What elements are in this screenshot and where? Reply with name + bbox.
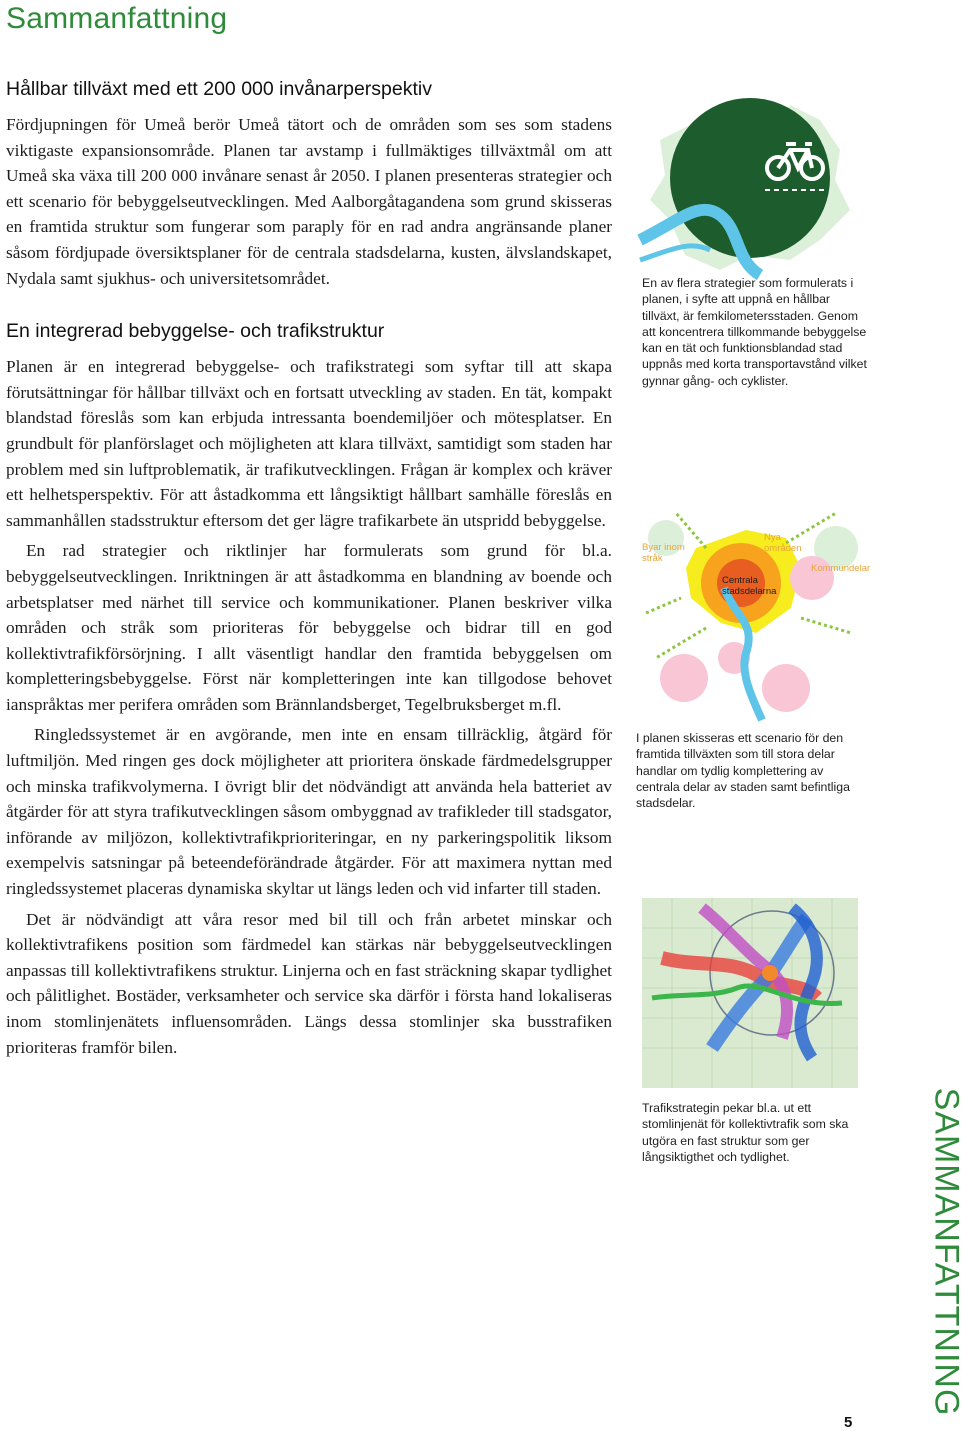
vertical-section-label-text: SAMMANFATTNING [927,1087,966,1417]
label-municipal-districts: Kommundelar [811,563,871,574]
figure-caption-five-km-city: En av flera strategier som formulerats i planen, i syfte att uppnå en hållbar tillväxt, är femkilometersstaden. Genom att koncentrera tillkommande bebyggelse kan en tät och funktionsblandad stad uppnås med korta transportavstånd vilket gynnar gång- och cyklister. [642,276,867,388]
intro-paragraph: Fördjupningen för Umeå berör Umeå tätort och de områden som ses som stadens viktigaste expansionsområde. Planen tar avstamp i fullmäktiges tillväxtmål om att Umeå ska växa till 200 000 invånare senast år 2050. I planen presenteras strategier och ett scenario för bebyggelseutvecklingen. Med Aalborgåtagandena som grund skisseras en framtida struktur som fungerar som paraply för en rad andra angränsande planer såsom fördjupade översiktsplaner för de centrala stadsdelarna, kusten, älvslandskapet, Nydala samt sjukhus- och universitetsområdet. [6,115,612,288]
city-center-marker [762,965,778,981]
page-number: 5 [844,1414,853,1431]
five-km-city-illustration [640,90,860,275]
growth-corridor-arrow [656,628,706,658]
label-new-areas: Nya områden [764,532,802,554]
district-circle [762,664,810,712]
growth-scenario-diagram [636,508,871,720]
figure-caption-growth-scenario: I planen skisseras ett scenario för den framtida tillväxten som till stora delar handlar om tydlig komplettering av centrala delar av staden samt befintliga stadsdelar. [636,731,850,811]
section-heading-integrated-structure: En integrerad bebyggelse- och trafikstruktur [6,320,385,343]
body-paragraph: Ringledssystemet är en avgörande, men inte en ensam tillräcklig, åtgärd för luftmiljön. Med ringen ges dock möjligheter att prioritera önskade färdmedelsgrupper och minska trafikvolymerna. I övrigt blir det nödvändigt att använda hela batteriet av åtgärder för att styra trafikutvecklingen såsom ombyggnad av trafikleder till stadsgator, införande av miljözon, kollektivtrafikprioriteringar, en ny parkeringspolitik liksom exempelvis satsningar på beteendeförändrade åtgärder. För att maximera nyttan med ringledssystemet placeras dynamiska skyltar ut längs leden och vid infarter till staden. [6,725,612,899]
body-paragraph: En rad strategier och riktlinjer har formulerats som grund för bl.a. bebyggelseutvecklingen. Inriktningen är att åstadkomma en blandning av boende och arbetsplatser med närhet till service och kommunikationer. Planen beskriver vilka områden och stråk som prioriteras för bebyggelse och bidrar till en god kollektivtrafikförsörjning. I allt väsentligt handlar den framtida bebyggelsen om kompletteringsbebyggelse. Först när kompletteringen inte kan tillgodose behovet ianspråktas mer perifera områden som Brännlandsberget, Tegelbruksberget m.fl. [6,541,612,714]
label-central-districts: Centrala stadsdelarna [722,575,777,597]
section-heading-sustainable-growth: Hållbar tillväxt med ett 200 000 invånarperspektiv [6,78,432,100]
growth-corridor-arrow [801,618,851,633]
transit-network-map [642,898,858,1088]
page-title: Sammanfattning [6,2,228,35]
body-paragraph: Planen är en integrerad bebyggelse- och trafikstrategi som syftar till att skapa förutsättningar för hållbar tillväxt och en fortsatt utveckling av staden. En tät, kompakt blandstad föreslås som kan erbjuda intressanta boendemiljöer och mötesplatser. En grundbult för planförslaget och möjligheten att klara tillväxt, samtidigt som staden har problem med sin luftproblematik, är trafikutvecklingen. Frågan är komplex och kräver ett helhetsperspektiv. För att åstadkomma ett långsiktigt hållbart samhälle föreslås en sammanhållen stadsstruktur eftersom det ger lägre trafikarbete än utspridd bebyggelse. [6,357,612,530]
growth-corridor-arrow [646,598,681,613]
growth-scenario-graphic [636,508,871,720]
figure-caption-transit-strategy: Trafikstrategin pekar bl.a. ut ett stomlinjenät för kollektivtrafik som ska utgöra en fast struktur som ger långsiktigthet och tydlighet. [642,1101,849,1164]
main-column [6,78,612,1060]
body-paragraph: Det är nödvändigt att våra resor med bil till och från arbetet minskar och kollektivtrafikens position som färdmedel kan stärkas när bebyggelseutvecklingen anpassas till kollektivtrafikens struktur. Linjerna och en fast sträckning skapar tydlighet och pålitlighet. Bostäder, verksamheter och service ska därför i första hand lokaliseras inom stomlinjenätets influensområden. Längs dessa stomlinjer ska busstrafiken prioriteras framför bilen. [6,909,612,1057]
district-circle [660,654,708,702]
vertical-section-label [926,1087,966,1417]
label-villages: Byar inom stråk [642,542,685,564]
